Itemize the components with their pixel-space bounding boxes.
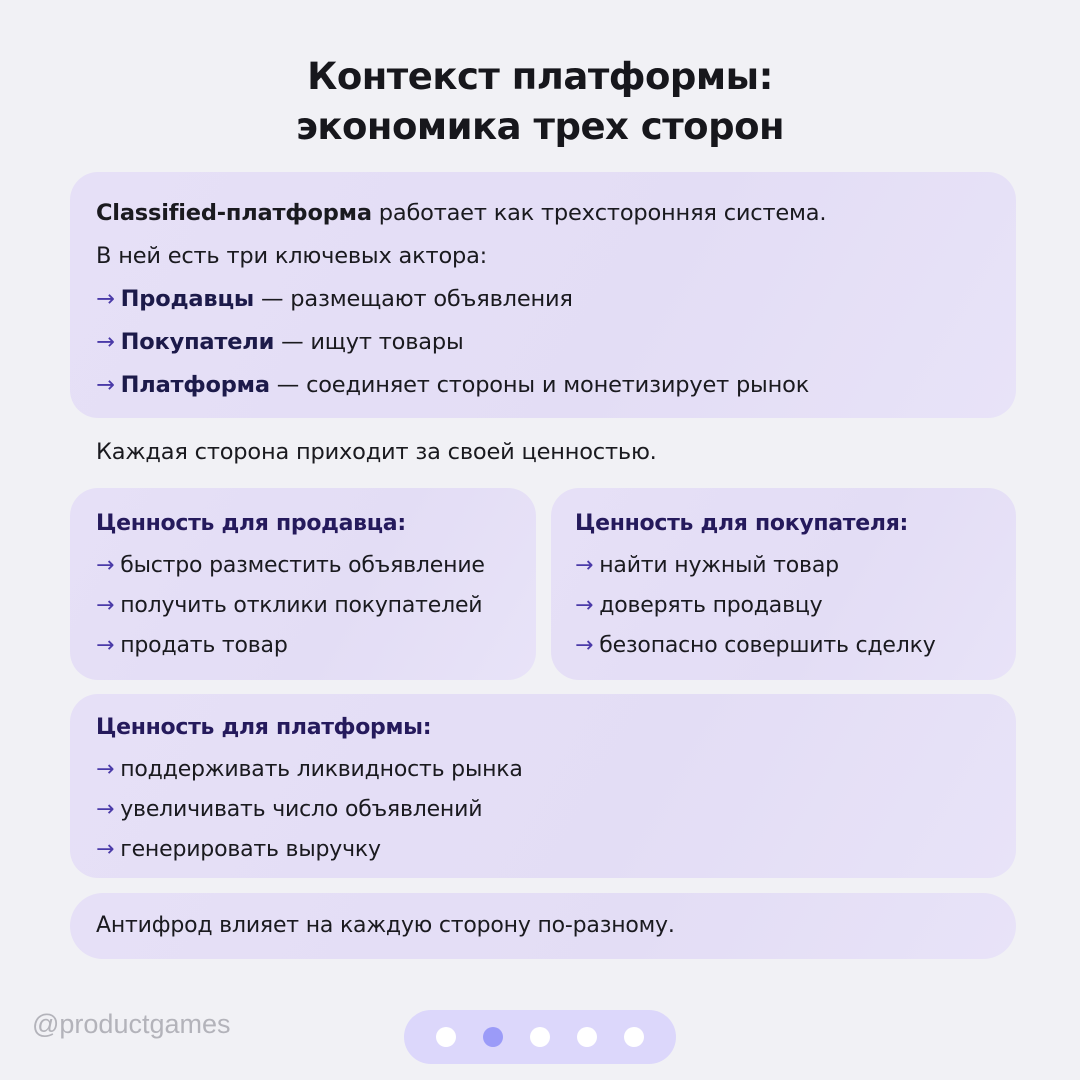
actor-platform: → Платформа — соединяет стороны и монетизирует рынок [96, 372, 810, 398]
arrow-right-icon: → [575, 633, 594, 658]
list-item: → безопасно совершить сделку [575, 633, 936, 658]
intro-card [70, 172, 1016, 418]
intro-line-1: Classified-платформа работает как трехсторонняя система. [96, 200, 827, 226]
slide-pager [404, 1010, 676, 1064]
pager-dot-1[interactable] [436, 1027, 456, 1047]
list-item: → генерировать выручку [96, 837, 381, 862]
list-item: → быстро разместить объявление [96, 553, 485, 578]
title-line-2: экономика трех сторон [295, 105, 785, 148]
list-item: → доверять продавцу [575, 593, 823, 618]
arrow-right-icon: → [96, 633, 115, 658]
list-item: → получить отклики покупателей [96, 593, 483, 618]
platform-term: Classified-платформа [96, 200, 372, 226]
actor-buyers: → Покупатели — ищут товары [96, 329, 464, 355]
page-title [0, 52, 1080, 152]
conclusion-text: Антифрод влияет на каждую сторону по-разному. [96, 913, 675, 938]
arrow-right-icon: → [575, 593, 594, 618]
author-handle: @productgames [32, 1009, 231, 1039]
seller-value-card [70, 488, 536, 680]
platform-value-card [70, 694, 1016, 878]
conclusion-card [70, 893, 1016, 959]
arrow-right-icon: → [575, 553, 594, 578]
arrow-right-icon: → [96, 797, 115, 822]
platform-value-heading: Ценность для платформы: [96, 715, 432, 740]
seller-value-heading: Ценность для продавца: [96, 511, 406, 536]
pager-dot-4[interactable] [577, 1027, 597, 1047]
buyer-value-heading: Ценность для покупателя: [575, 511, 909, 536]
arrow-right-icon: → [96, 372, 115, 398]
title-line-1: Контекст платформы: [307, 55, 773, 98]
value-statement: Каждая сторона приходит за своей ценностью. [96, 439, 657, 465]
list-item: → продать товар [96, 633, 288, 658]
arrow-right-icon: → [96, 329, 115, 355]
pager-dot-3[interactable] [530, 1027, 550, 1047]
buyer-value-card [551, 488, 1016, 680]
intro-line-2: В ней есть три ключевых актора: [96, 243, 488, 269]
list-item: → поддерживать ликвидность рынка [96, 757, 523, 782]
arrow-right-icon: → [96, 286, 115, 312]
list-item: → увеличивать число объявлений [96, 797, 483, 822]
pager-dot-2-active[interactable] [483, 1027, 503, 1047]
arrow-right-icon: → [96, 593, 115, 618]
list-item: → найти нужный товар [575, 553, 839, 578]
pager-dot-5[interactable] [624, 1027, 644, 1047]
arrow-right-icon: → [96, 553, 115, 578]
arrow-right-icon: → [96, 837, 115, 862]
arrow-right-icon: → [96, 757, 115, 782]
actor-sellers: → Продавцы — размещают объявления [96, 286, 573, 312]
